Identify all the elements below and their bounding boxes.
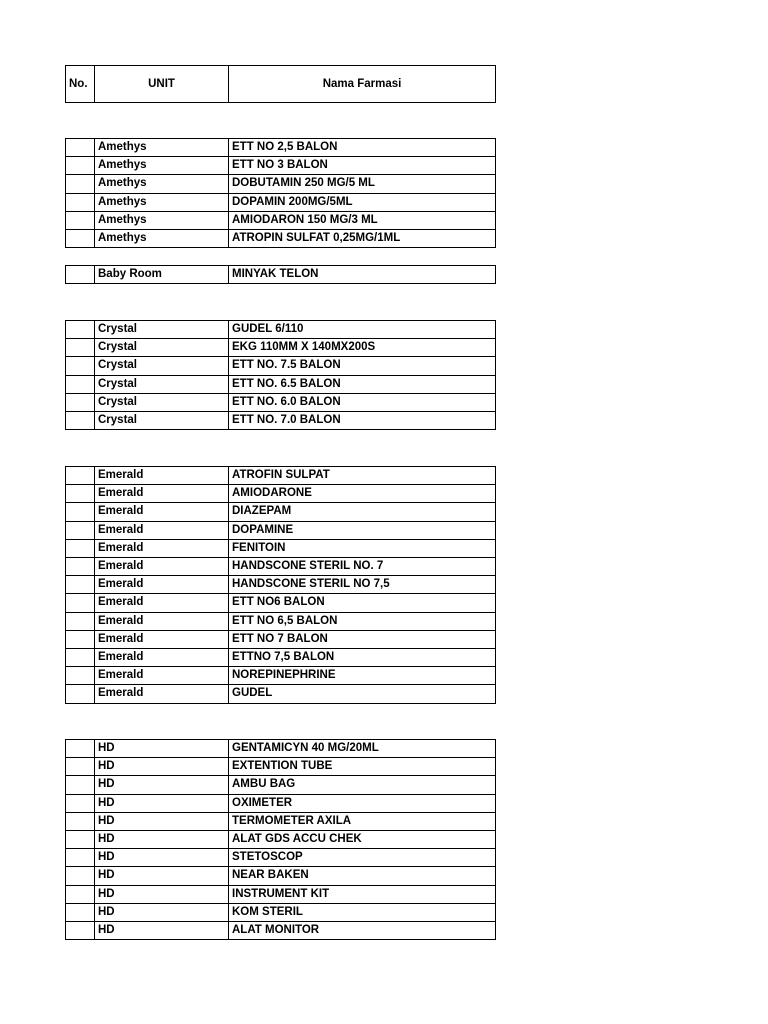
table-row [66, 576, 496, 594]
row-unit-cell: HD [95, 794, 229, 812]
row-no-cell [66, 758, 95, 776]
row-unit-cell: Crystal [95, 357, 229, 375]
table-row [66, 503, 496, 521]
row-no-cell [66, 685, 95, 703]
row-no-cell [66, 339, 95, 357]
row-farmasi-cell: NOREPINEPHRINE [229, 667, 496, 685]
row-farmasi-cell: EKG 110MM X 140MX200S [229, 339, 496, 357]
row-farmasi-cell: AMIODARONE [229, 485, 496, 503]
row-unit-cell: Emerald [95, 594, 229, 612]
row-unit-cell: Emerald [95, 630, 229, 648]
row-no-cell [66, 139, 95, 157]
row-no-cell [66, 321, 95, 339]
table-row [66, 922, 496, 940]
row-unit-cell: HD [95, 758, 229, 776]
row-no-cell [66, 230, 95, 248]
row-farmasi-cell: FENITOIN [229, 539, 496, 557]
row-unit-cell: Crystal [95, 393, 229, 411]
unit-group-table [65, 739, 496, 940]
row-unit-cell: Amethys [95, 193, 229, 211]
table-row [66, 594, 496, 612]
row-unit-cell: Crystal [95, 375, 229, 393]
row-farmasi-cell: TERMOMETER AXILA [229, 812, 496, 830]
table-row [66, 211, 496, 229]
row-farmasi-cell: ALAT MONITOR [229, 922, 496, 940]
table-row [66, 812, 496, 830]
table-row [66, 612, 496, 630]
table-row [66, 758, 496, 776]
row-farmasi-cell: EXTENTION TUBE [229, 758, 496, 776]
row-unit-cell: Emerald [95, 485, 229, 503]
row-farmasi-cell: MINYAK TELON [229, 266, 496, 284]
row-unit-cell: Emerald [95, 521, 229, 539]
row-unit-cell: Baby Room [95, 266, 229, 284]
row-unit-cell: Amethys [95, 230, 229, 248]
table-row [66, 885, 496, 903]
row-farmasi-cell: AMBU BAG [229, 776, 496, 794]
table-row [66, 175, 496, 193]
table-row [66, 794, 496, 812]
row-no-cell [66, 612, 95, 630]
row-farmasi-cell: AMIODARON 150 MG/3 ML [229, 211, 496, 229]
row-farmasi-cell: DIAZEPAM [229, 503, 496, 521]
header-row [66, 66, 496, 103]
table-row [66, 667, 496, 685]
unit-group-table [65, 320, 496, 430]
row-no-cell [66, 266, 95, 284]
row-unit-cell: Emerald [95, 576, 229, 594]
row-no-cell [66, 667, 95, 685]
row-farmasi-cell: ATROPIN SULFAT 0,25MG/1ML [229, 230, 496, 248]
table-row [66, 831, 496, 849]
unit-group-table [65, 265, 496, 284]
table-row [66, 740, 496, 758]
table-row [66, 357, 496, 375]
table-row [66, 393, 496, 411]
row-unit-cell: Amethys [95, 139, 229, 157]
row-farmasi-cell: HANDSCONE STERIL NO. 7 [229, 558, 496, 576]
row-farmasi-cell: ETT NO. 6.5 BALON [229, 375, 496, 393]
row-no-cell [66, 558, 95, 576]
row-no-cell [66, 357, 95, 375]
table-row [66, 485, 496, 503]
row-no-cell [66, 776, 95, 794]
row-farmasi-cell: HANDSCONE STERIL NO 7,5 [229, 576, 496, 594]
row-unit-cell: Amethys [95, 157, 229, 175]
row-farmasi-cell: INSTRUMENT KIT [229, 885, 496, 903]
row-no-cell [66, 193, 95, 211]
row-farmasi-cell: ETT NO. 6.0 BALON [229, 393, 496, 411]
row-no-cell [66, 175, 95, 193]
header-farmasi: Nama Farmasi [229, 66, 496, 103]
unit-group-table [65, 466, 496, 704]
table-row [66, 375, 496, 393]
table-row [66, 157, 496, 175]
row-farmasi-cell: OXIMETER [229, 794, 496, 812]
row-unit-cell: HD [95, 740, 229, 758]
row-unit-cell: HD [95, 831, 229, 849]
row-no-cell [66, 576, 95, 594]
table-row [66, 685, 496, 703]
row-farmasi-cell: STETOSCOP [229, 849, 496, 867]
row-unit-cell: Emerald [95, 539, 229, 557]
row-unit-cell: HD [95, 922, 229, 940]
row-no-cell [66, 503, 95, 521]
row-farmasi-cell: ETT NO6 BALON [229, 594, 496, 612]
row-no-cell [66, 539, 95, 557]
table-row [66, 339, 496, 357]
row-unit-cell: HD [95, 867, 229, 885]
table-row [66, 467, 496, 485]
row-no-cell [66, 831, 95, 849]
row-farmasi-cell: NEAR BAKEN [229, 867, 496, 885]
table-row [66, 867, 496, 885]
row-no-cell [66, 412, 95, 430]
row-farmasi-cell: ETT NO. 7.5 BALON [229, 357, 496, 375]
row-farmasi-cell: ALAT GDS ACCU CHEK [229, 831, 496, 849]
row-no-cell [66, 849, 95, 867]
row-farmasi-cell: GENTAMICYN 40 MG/20ML [229, 740, 496, 758]
header-no: No. [66, 66, 95, 103]
table-row [66, 266, 496, 284]
header-unit: UNIT [95, 66, 229, 103]
row-farmasi-cell: DOPAMIN 200MG/5ML [229, 193, 496, 211]
row-no-cell [66, 649, 95, 667]
table-row [66, 649, 496, 667]
table-row [66, 139, 496, 157]
row-farmasi-cell: ETT NO 7 BALON [229, 630, 496, 648]
row-farmasi-cell: ETTNO 7,5 BALON [229, 649, 496, 667]
row-farmasi-cell: ATROFIN SULPAT [229, 467, 496, 485]
row-no-cell [66, 867, 95, 885]
row-unit-cell: HD [95, 812, 229, 830]
row-no-cell [66, 885, 95, 903]
row-unit-cell: Emerald [95, 685, 229, 703]
table-row [66, 193, 496, 211]
row-no-cell [66, 922, 95, 940]
row-no-cell [66, 630, 95, 648]
row-farmasi-cell: ETT NO 3 BALON [229, 157, 496, 175]
table-row [66, 776, 496, 794]
table-row [66, 321, 496, 339]
table-row [66, 849, 496, 867]
row-unit-cell: Emerald [95, 667, 229, 685]
row-unit-cell: HD [95, 903, 229, 921]
row-unit-cell: Crystal [95, 339, 229, 357]
table-row [66, 903, 496, 921]
table-row [66, 230, 496, 248]
row-no-cell [66, 794, 95, 812]
row-no-cell [66, 211, 95, 229]
row-farmasi-cell: ETT NO. 7.0 BALON [229, 412, 496, 430]
row-no-cell [66, 521, 95, 539]
table-row [66, 521, 496, 539]
row-unit-cell: Emerald [95, 467, 229, 485]
row-no-cell [66, 467, 95, 485]
table-row [66, 412, 496, 430]
row-farmasi-cell: DOBUTAMIN 250 MG/5 ML [229, 175, 496, 193]
row-farmasi-cell: GUDEL 6/110 [229, 321, 496, 339]
row-unit-cell: Amethys [95, 211, 229, 229]
row-no-cell [66, 157, 95, 175]
row-no-cell [66, 393, 95, 411]
table-row [66, 630, 496, 648]
row-farmasi-cell: ETT NO 2,5 BALON [229, 139, 496, 157]
row-unit-cell: Emerald [95, 503, 229, 521]
row-no-cell [66, 485, 95, 503]
row-farmasi-cell: ETT NO 6,5 BALON [229, 612, 496, 630]
row-no-cell [66, 740, 95, 758]
table-row [66, 539, 496, 557]
row-unit-cell: Amethys [95, 175, 229, 193]
row-farmasi-cell: DOPAMINE [229, 521, 496, 539]
row-unit-cell: HD [95, 849, 229, 867]
row-no-cell [66, 812, 95, 830]
header-table [65, 65, 496, 103]
row-farmasi-cell: GUDEL [229, 685, 496, 703]
table-row [66, 558, 496, 576]
row-no-cell [66, 594, 95, 612]
row-unit-cell: Emerald [95, 558, 229, 576]
unit-group-table [65, 138, 496, 248]
row-unit-cell: Crystal [95, 321, 229, 339]
row-no-cell [66, 375, 95, 393]
row-unit-cell: Crystal [95, 412, 229, 430]
row-unit-cell: HD [95, 885, 229, 903]
row-unit-cell: Emerald [95, 649, 229, 667]
row-unit-cell: Emerald [95, 612, 229, 630]
row-no-cell [66, 903, 95, 921]
row-farmasi-cell: KOM STERIL [229, 903, 496, 921]
row-unit-cell: HD [95, 776, 229, 794]
